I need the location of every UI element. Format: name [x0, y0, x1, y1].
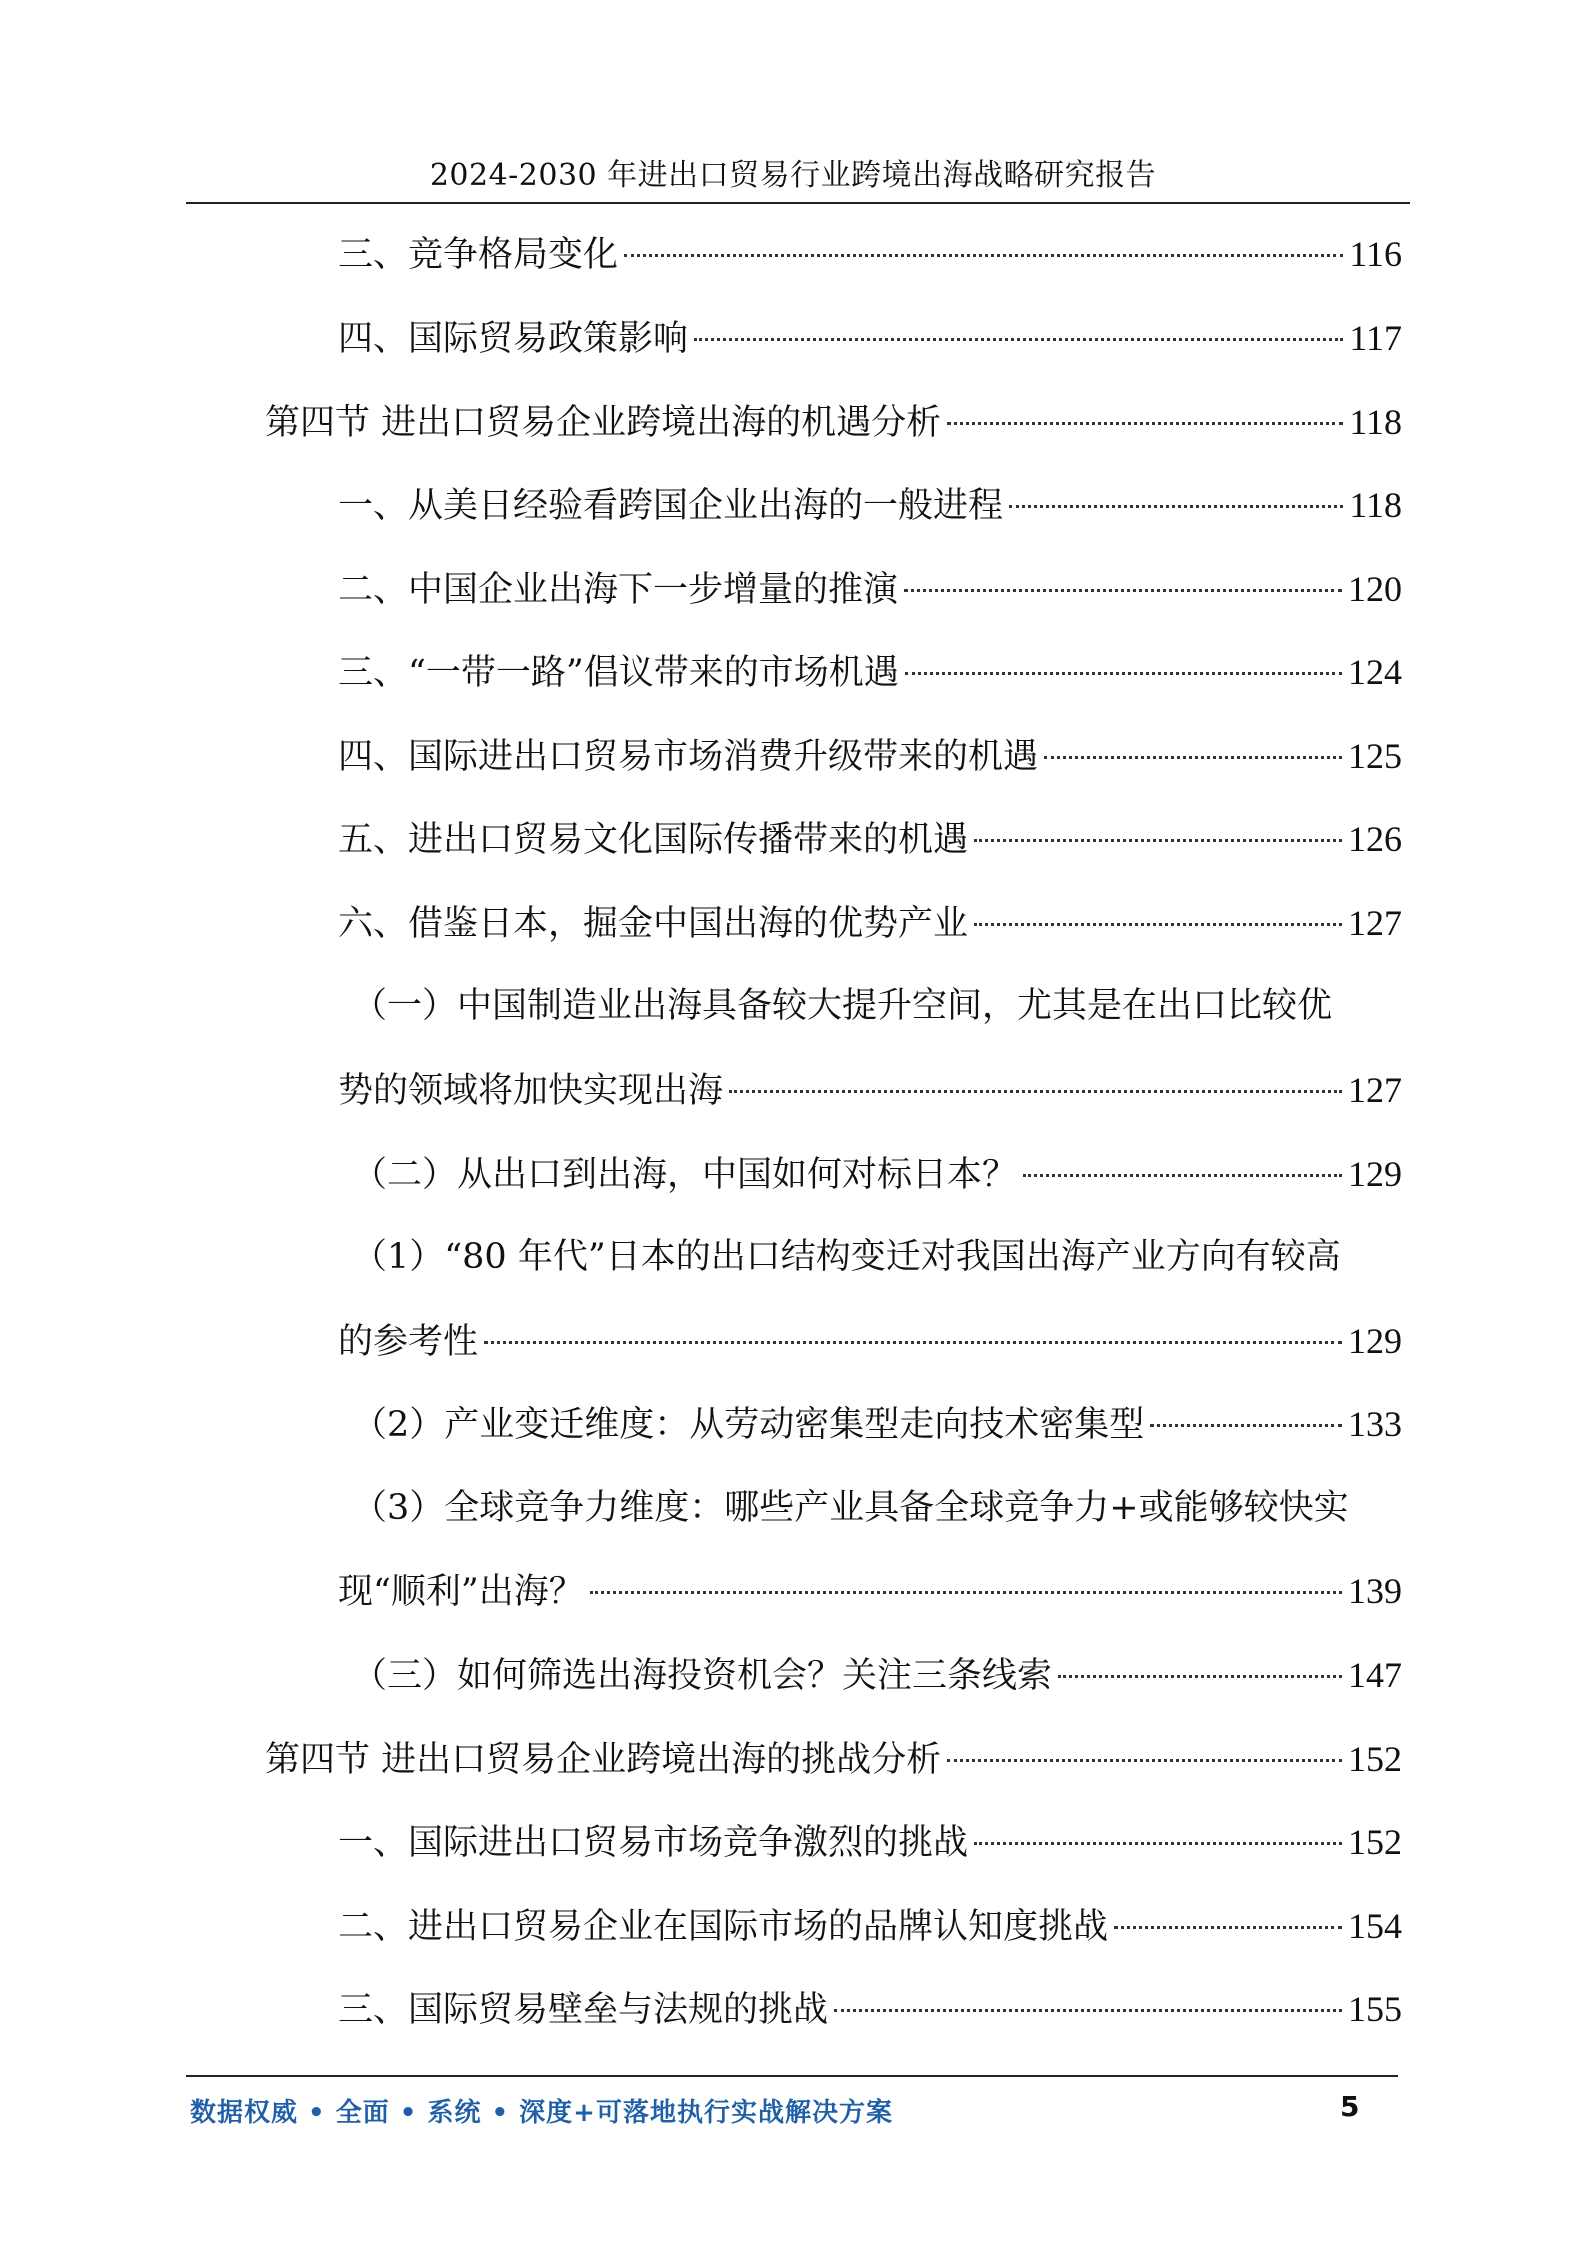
toc-page-number: 120 — [1348, 569, 1402, 609]
toc-page-number: 127 — [1348, 1070, 1402, 1110]
toc-page-number: 125 — [1348, 736, 1402, 776]
toc-entry[interactable] — [338, 1567, 1402, 1616]
toc-entry-title: 三、竞争格局变化 — [338, 235, 619, 275]
toc-dot-leader — [947, 422, 1343, 425]
toc-page-number: 154 — [1348, 1906, 1402, 1946]
toc-dot-leader — [694, 338, 1343, 341]
toc-dot-leader — [484, 1341, 1342, 1344]
toc-dot-leader — [905, 672, 1342, 675]
toc-page-number: 155 — [1348, 1989, 1402, 2029]
footer-page-number: 5 — [1340, 2090, 1360, 2123]
toc-entry-title: 第四节 进出口贸易企业跨境出海的机遇分析 — [265, 403, 942, 443]
toc-entry-title: 四、国际进出口贸易市场消费升级带来的机遇 — [338, 737, 1039, 777]
toc-dot-leader — [1058, 1675, 1342, 1678]
toc-entry-title: 一、国际进出口贸易市场竞争激烈的挑战 — [338, 1823, 969, 1863]
toc-entry[interactable] — [352, 1651, 1402, 1700]
toc-entry[interactable] — [338, 314, 1402, 363]
toc-dot-leader — [1150, 1424, 1342, 1427]
toc-page-number: 139 — [1348, 1571, 1402, 1611]
toc-entry[interactable] — [352, 1400, 1402, 1449]
toc-entry-title: 二、进出口贸易企业在国际市场的品牌认知度挑战 — [338, 1907, 1109, 1947]
toc-dot-leader — [904, 589, 1342, 592]
toc-entry-section[interactable] — [265, 1735, 1402, 1784]
toc-entry-title: （二）从出口到出海，中国如何对标日本？ — [352, 1155, 1018, 1195]
footer-divider — [186, 2075, 1398, 2077]
toc-entry-title: （2）产业变迁维度：从劳动密集型走向技术密集型 — [352, 1405, 1145, 1445]
toc-dot-leader — [974, 923, 1342, 926]
toc-dot-leader — [1009, 505, 1343, 508]
toc-page-number: 126 — [1348, 819, 1402, 859]
toc-entry-title-cont: 的参考性 — [338, 1322, 479, 1362]
toc-entry[interactable] — [338, 1818, 1402, 1867]
toc-dot-leader — [624, 254, 1343, 257]
toc-entry-title-line1[interactable]: （一）中国制造业出海具备较大提升空间，尤其是在出口比较优 — [352, 986, 1333, 1026]
toc-entry[interactable] — [338, 1985, 1402, 2034]
toc-entry[interactable] — [338, 565, 1402, 614]
toc-entry-title-cont: 现“顺利”出海？ — [338, 1572, 584, 1612]
toc-page-number: 124 — [1348, 652, 1402, 692]
toc-dot-leader — [947, 1759, 1342, 1762]
toc-entry-section[interactable] — [265, 398, 1402, 447]
toc-page-number: 129 — [1348, 1321, 1402, 1361]
footer-slogan: 数据权威 • 全面 • 系统 • 深度+可落地执行实战解决方案 — [190, 2098, 893, 2128]
toc-entry-title-cont: 势的领域将加快实现出海 — [338, 1071, 724, 1111]
toc-entry[interactable] — [338, 648, 1402, 697]
toc-entry-title: （三）如何筛选出海投资机会？关注三条线索 — [352, 1656, 1053, 1696]
toc-entry[interactable] — [338, 899, 1402, 948]
toc-dot-leader — [729, 1090, 1342, 1093]
toc-entry[interactable] — [338, 1902, 1402, 1951]
toc-dot-leader — [1023, 1174, 1342, 1177]
toc-entry-title: 四、国际贸易政策影响 — [338, 319, 689, 359]
toc-entry-title-line1[interactable]: （1）“80 年代”日本的出口结构变迁对我国出海产业方向有较高 — [352, 1237, 1341, 1277]
toc-entry[interactable] — [338, 732, 1402, 781]
toc-entry-title: 三、“一带一路”倡议带来的市场机遇 — [338, 653, 899, 693]
toc-page-number: 152 — [1348, 1739, 1402, 1779]
toc-page-number: 129 — [1348, 1154, 1402, 1194]
toc-entry-title: 二、中国企业出海下一步增量的推演 — [338, 570, 899, 610]
toc-page-number: 133 — [1348, 1404, 1402, 1444]
toc-entry-title: 六、借鉴日本，掘金中国出海的优势产业 — [338, 904, 969, 944]
toc-page-number: 118 — [1349, 485, 1402, 525]
toc-entry-title: 三、国际贸易壁垒与法规的挑战 — [338, 1990, 829, 2030]
toc-page-number: 117 — [1349, 318, 1402, 358]
toc-entry[interactable] — [338, 815, 1402, 864]
toc-dot-leader — [974, 839, 1342, 842]
toc-page-number: 147 — [1348, 1655, 1402, 1695]
toc-entry-title-line1[interactable]: （3）全球竞争力维度：哪些产业具备全球竞争力+或能够较快实 — [352, 1488, 1349, 1528]
toc-entry[interactable] — [338, 230, 1402, 279]
toc-page-number: 118 — [1349, 402, 1402, 442]
toc-dot-leader — [974, 1842, 1342, 1845]
toc-entry[interactable] — [338, 481, 1402, 530]
header-title: 2024-2030 年进出口贸易行业跨境出海战略研究报告 — [429, 158, 1157, 193]
toc-entry-title: 五、进出口贸易文化国际传播带来的机遇 — [338, 820, 969, 860]
toc-page-number: 116 — [1349, 234, 1402, 274]
toc-entry-title: 一、从美日经验看跨国企业出海的一般进程 — [338, 486, 1004, 526]
toc-dot-leader — [1044, 756, 1342, 759]
toc-entry-title: 第四节 进出口贸易企业跨境出海的挑战分析 — [265, 1740, 942, 1780]
toc-page-number: 127 — [1348, 903, 1402, 943]
toc-page-number: 152 — [1348, 1822, 1402, 1862]
toc-dot-leader — [590, 1591, 1342, 1594]
toc-dot-leader — [1114, 1926, 1342, 1929]
toc-entry[interactable] — [338, 1317, 1402, 1366]
toc-dot-leader — [834, 2009, 1342, 2012]
toc-entry[interactable] — [338, 1066, 1402, 1115]
toc-entry[interactable] — [352, 1150, 1402, 1199]
